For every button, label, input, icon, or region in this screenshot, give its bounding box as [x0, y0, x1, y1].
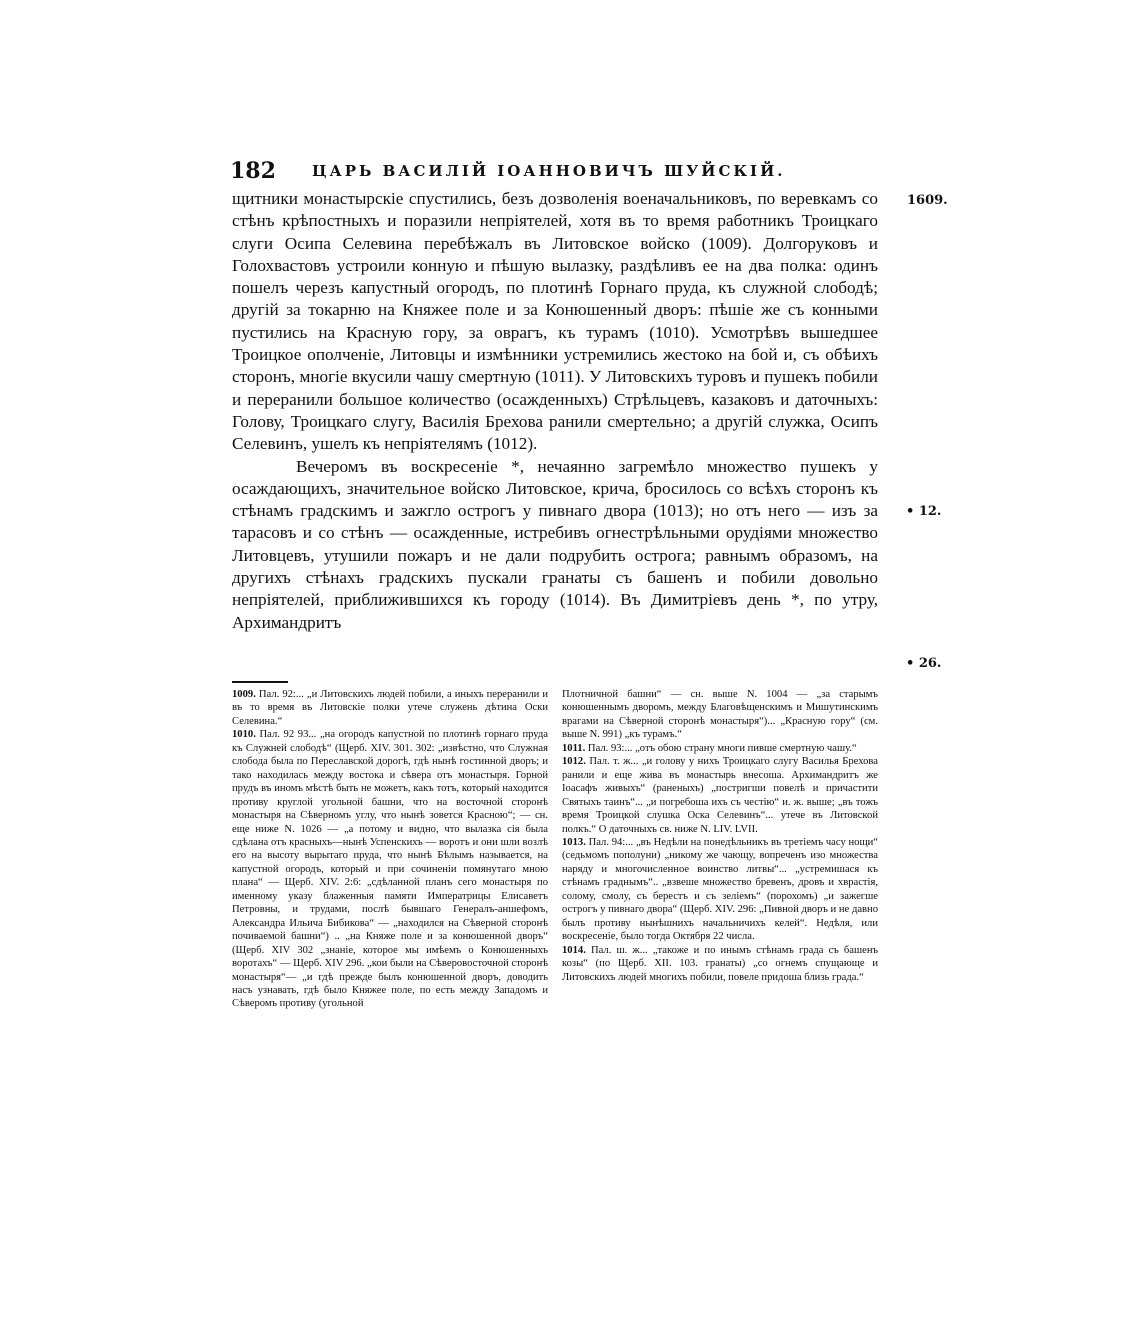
- footnote-number: 1010.: [232, 729, 256, 741]
- page-header: [230, 158, 870, 188]
- footnote-column-right: [562, 688, 878, 984]
- footnote-divider: [232, 681, 288, 683]
- footnote-text: Пал. т. ж... „и голову у нихъ Троицкаго слугу Василья Брехова ранили и еще жива въ монастырь внесоша. Архимандритъ же Іоасафъ живыхъ“ (раненыхъ) „постригши повелѣ и причастити Святыхъ таинъ“... „и погребоша ихъ съ честію“ и. ж. выше; „въ тожъ время Троицкой слушка Оска Селевинъ“... утече въ Литовской полкъ.“ О даточныхъ св. ниже N. LIV. LVII.: [562, 756, 878, 835]
- footnote-number: 1013.: [562, 836, 586, 848]
- footnote-text: Пал. ш. ж... „такоже и по инымъ стѣнамъ града съ башенъ козы“ (по Щерб. XII. 103. гранаты) „со огнемъ спущающе и Литовскихъ людей многихъ побили, повеле придоша близь града.“: [562, 944, 879, 983]
- footnote-number: 1011.: [562, 742, 586, 754]
- footnote: [562, 944, 878, 984]
- page-number: 182: [230, 158, 276, 184]
- footnote-number: 1012.: [562, 756, 586, 768]
- footnote-text: Пал. 94:... „въ Недѣли на понедѣльникъ въ третіемъ часу нощи“ (седьмомъ пополуни) „никому же чающу, вопреченъ изо множества наряду и многочисленное воинство литвы“... „устремишася къ стѣнамъ граднымъ“.. „взвеше множество бревенъ, дровъ и хврастія, солому, смолу, съ берестъ и съ зелiемъ“ (порохомъ) „и зажегше острогъ у пивнаго двора“ (Щерб. XIV. 296: „Пивной дворъ и не давно былъ противу нынѣшнихъ начальничихъ келей“. Недѣля, или воскресеніе, было тогда Октября 22 числа.: [562, 836, 878, 943]
- footnote-column-left: [232, 688, 548, 1011]
- footnote: [232, 728, 548, 1011]
- footnote-text: Пал. 93:... „отъ обою страну многи пивше смертную чашу.“: [587, 742, 857, 754]
- footnote: [562, 688, 878, 742]
- main-text: [232, 188, 878, 634]
- footnotes: [232, 688, 878, 1138]
- main-paragraph: щитники монастырскіе спустились, безъ дозволенія военачальниковъ, по веревкамъ со стѣнъ крѣпостныхъ и поразили непріятелей, хотя въ то время работникъ Троицкаго слуги Осипа Селевина перебѣжалъ въ Литовское войско (1009). Долгоруковъ и Голохвастовъ устроили конную и пѣшую вылазку, раздѣливъ ее на два полка: одинъ пошелъ черезъ капустный огородъ, по плотинѣ Горнаго пруда, къ служной слободѣ; другій за токарню на Княжее поле и за Конюшенный дворъ: пѣшіе же съ конными пустились на Красную гору, за оврагъ, къ турамъ (1010). Усмотрѣвъ вышедшее Троицкое ополченіе, Литовцы и измѣнники устремились жестоко на бой и, съ обѣихъ сторонъ, многіе вкусили чашу смертную (1011). У Литовскихъ туровъ и пушекъ побили и переранили большое количество (осажденныхъ) Стрѣльцевъ, казаковъ и даточныхъ: Голову, Троицкаго слугу, Василія Брехова ранили смертельно; а другій служка, Осипъ Селевинъ, ушелъ къ непріятелямъ (1012).: [232, 189, 878, 454]
- footnote-number: 1009.: [232, 689, 256, 700]
- margin-note-date-26: • 26.: [906, 656, 942, 671]
- footnote-text: Пал. 92 93... „на огородъ капустной по плотинѣ горнаго пруда къ Служней слободѣ“ (Щерб. XIV. 301. 302: „извѣстно, что Служная слобода была по Переславской дорогѣ, гдѣ нынѣ гостинной дворъ; и тако находилась между востока и сѣвера отъ монастыря. Горной прудъ въ иномъ мѣстѣ быть не можетъ, какъ тотъ, который находится противу круглой угольной башни, что на восточной сторонѣ монастыря на Сѣверномъ углу, что нынѣ зовется Красною“; — сн. еще ниже N. 1026 — „а потому и видно, что вылазка сія была сдѣлана отъ красныхъ—нынѣ Успенскихъ — воротъ и они шли возлѣ его на высоту вырытаго пруда, что нынѣ Бѣлымъ называется, на капустной огородъ, который и при сочиненіи помянутаго мною плана“ — Щерб. XIV. 2:6: „сдѣланной планъ сего монастыря по именному указу блаженныя памяти Императрицы Елисаветъ Петровны, и трудами, послѣ бывшаго Генералъ-аншефомъ, Александра Ильича Бибикова“ — „находился на Сѣверной сторонѣ почиваемой башни“) .. „на Княже поле и за конюшенной дворъ“ (Щерб. XIV 302 „знаніе, которое мы имѣемъ о Конюшенныхъ воротахъ“ — Щерб. XIV 296. „кои были на Сѣверовосточной сторонѣ монастыря“— „и гдѣ прежде былъ конюшенной дворъ, доводить насъ узнавать, гдѣ было Княжее поле, по есть между Западомъ и Сѣверомъ противу (угольной: [232, 729, 548, 1010]
- margin-note-year: 1609.: [907, 193, 948, 208]
- footnote-text: Плотничной башни“ — сн. выше N. 1004 — „за старымъ конюшеннымъ дворомъ, между Благовѣщенскимъ и Мишутинскимъ врагами на Сѣверной сторонѣ монастыря“)... „Красную гору“ (см. выше N. 991) „къ турамъ.“: [562, 689, 878, 741]
- running-title: ЦАРЬ ВАСИЛІЙ ІОАННОВИЧЪ ШУЙСКІЙ.: [312, 162, 786, 180]
- main-paragraph: Вечеромъ въ воскресеніе *, нечаянно загремѣло множество пушекъ у осаждающихъ, значительное войско Литовское, крича, бросилось со всѣхъ сторонъ къ стѣнамъ градскимъ и зажгло острогъ у пивнаго двора (1013); но отъ него — изъ за тарасовъ и со стѣнъ — осажденные, истребивъ огнестрѣльными орудіями множество Литовцевъ, утушили пожаръ и не дали подрубить острога; равнымъ образомъ, на другихъ стѣнахъ градскихъ пускали гранаты съ башенъ и побили довольно непріятелей, приближившихся къ городу (1014). Въ Димитріевъ день *, по утру, Архимандритъ: [232, 456, 878, 632]
- margin-note-date-12: • 12.: [906, 504, 942, 519]
- footnote: [562, 755, 878, 836]
- footnote: [562, 742, 878, 755]
- footnote: [562, 836, 878, 944]
- footnote: [232, 688, 548, 728]
- footnote-text: Пал. 92:... „и Литовскихъ людей побили, а иныхъ переранили и въ то время въ Литовскіе полки утече служень дѣтина Оски Селевина.“: [232, 689, 548, 727]
- footnote-number: 1014.: [562, 944, 586, 956]
